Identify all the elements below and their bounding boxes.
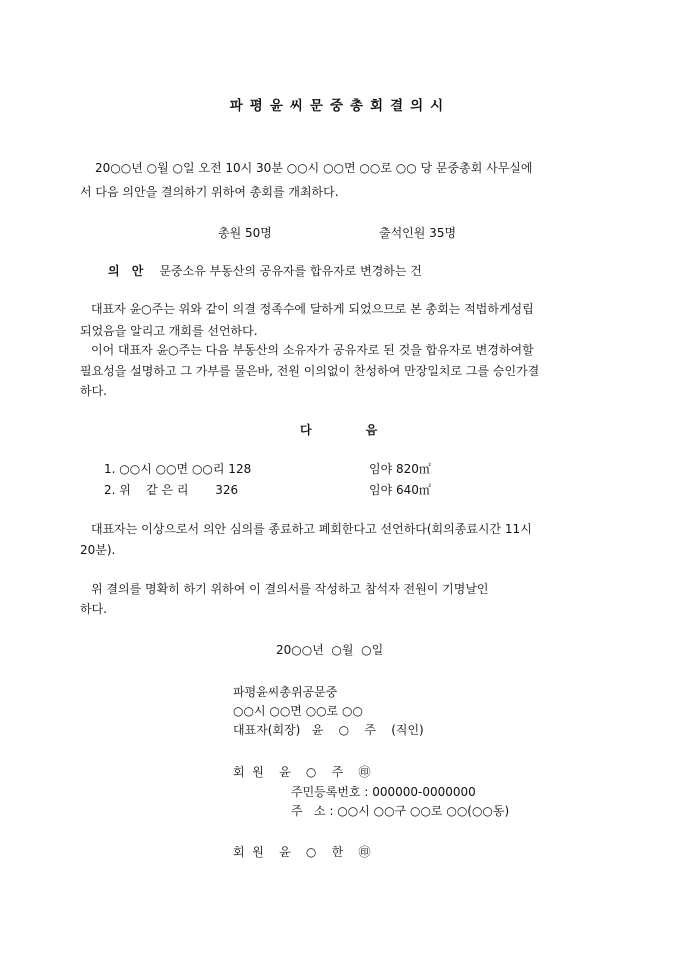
member-1-address: 주 소 : ○○시 ○○구 ○○로 ○○(○○동) bbox=[291, 804, 510, 818]
org-name: 파평윤씨총위공문중 bbox=[233, 685, 338, 699]
next-heading-right: 음 bbox=[365, 423, 378, 437]
body-p1-line-2: 되었음을 알리고 개회를 선언하다. bbox=[80, 324, 258, 338]
next-heading bbox=[300, 423, 377, 437]
closing-line-1: 대표자는 이상으로서 의안 심의를 종료하고 폐회한다고 선언하다(회의종료시간 11시 bbox=[91, 522, 532, 536]
member-1-registration: 주민등록번호 : 000000-0000000 bbox=[291, 785, 476, 799]
intro-line-1: 20○○년 ○월 ○일 오전 10시 30분 ○○시 ○○면 ○○로 ○○ 당 문중총회 사무실에 bbox=[95, 161, 533, 175]
intro-line-2: 서 다음 의안을 결의하기 위하여 총회를 개최하다. bbox=[80, 185, 339, 199]
document-date: 20○○년 ○월 ○일 bbox=[276, 643, 384, 657]
total-members: 총원 50명 bbox=[218, 226, 272, 240]
body-p2-line-2: 필요성을 설명하고 그 가부를 물은바, 전원 이의없이 찬성하여 만장일치로 그를 승인가결 bbox=[80, 364, 540, 378]
agenda-text: 문중소유 부동산의 공유자를 합유자로 변경하는 건 bbox=[159, 264, 422, 278]
next-heading-left: 다 bbox=[300, 423, 312, 437]
property-1-address: 1. ○○시 ○○면 ○○리 128 bbox=[104, 462, 252, 476]
property-2-address: 2. 위 같 은 리 326 bbox=[104, 483, 239, 497]
org-representative: 대표자(회장) 윤 ○ 주 (직인) bbox=[233, 723, 424, 737]
document-title: 파평윤씨문중총회결의시 bbox=[229, 98, 451, 114]
body-p1-line-1: 대표자 윤○주는 위와 같이 의결 정족수에 달하게 되었으므로 본 총회는 적법하게성립 bbox=[91, 302, 534, 316]
org-address: ○○시 ○○면 ○○로 ○○ bbox=[233, 704, 363, 718]
member-1-line: 회 원 윤 ○ 주 ㊞ bbox=[233, 765, 371, 779]
closing-line-2: 20분). bbox=[80, 543, 116, 557]
member-2-line: 회 원 윤 ○ 한 ㊞ bbox=[233, 845, 371, 859]
present-members: 출석인원 35명 bbox=[379, 226, 457, 240]
property-1-land: 임야 820㎡ bbox=[369, 462, 431, 476]
property-2-land: 임야 640㎡ bbox=[369, 483, 431, 497]
witness-line-2: 하다. bbox=[80, 602, 107, 616]
agenda-label: 의 안 bbox=[108, 264, 148, 278]
agenda-line bbox=[108, 264, 422, 278]
body-p2-line-3: 하다. bbox=[80, 384, 107, 398]
body-p2-line-1: 이어 대표자 윤○주는 다음 부동산의 소유자가 공유자로 된 것을 합유자로 변경하여할 bbox=[91, 343, 534, 357]
witness-line-1: 위 결의를 명확히 하기 위하여 이 결의서를 작성하고 참석자 전원이 기명날인 bbox=[91, 582, 489, 596]
